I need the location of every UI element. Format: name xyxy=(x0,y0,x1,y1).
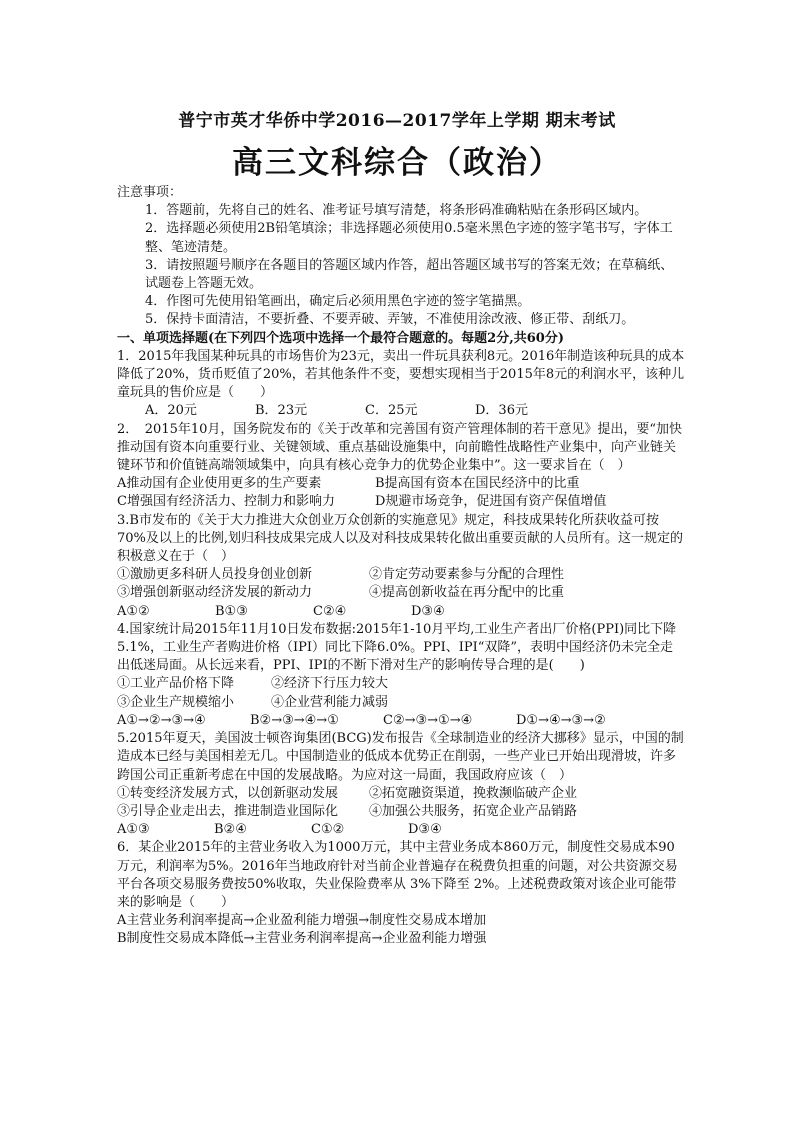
item-3: ③企业生产规模缩小 xyxy=(117,694,235,710)
notice-item: 4．作图可先使用铅笔画出，确定后必须用黑色字迹的签字笔描黑。 xyxy=(145,294,531,310)
option-b: B制度性交易成本降低→主营业务利润率提高→企业盈利能力增强 xyxy=(117,931,487,947)
school-title: 普宁市英才华侨中学2016—2017学年上学期 期末考试 xyxy=(178,111,616,131)
question-3-items-34 xyxy=(117,584,685,602)
option-a: A．20元 xyxy=(145,403,197,419)
item-1: ①工业产品价格下降 xyxy=(117,676,235,692)
option-d: D③④ xyxy=(408,822,442,838)
option-a: A主营业务利润率提高→企业盈利能力增强→制度性交易成本增加 xyxy=(117,913,487,929)
main-title: 高三文科综合（政治） xyxy=(232,145,562,181)
option-d: D①→④→③→② xyxy=(516,712,606,728)
question-1-stem: 1．2015年我国某种玩具的市场售价为23元，卖出一件玩具获利8元。2016年制造该种玩具的成本降低了20%，货币贬值了20%，若其他条件不变，要想实现相当于2015年8元的利润水平，该种儿童玩具的售价应是（ ） xyxy=(117,348,685,401)
option-c: C②④ xyxy=(313,603,347,619)
option-b: B提高国有资本在国民经济中的比重 xyxy=(375,476,580,492)
question-4-items-34 xyxy=(117,694,685,712)
option-d: D规避市场竞争，促进国有资产保值增值 xyxy=(375,494,607,510)
option-b: B①③ xyxy=(215,603,248,619)
notice-item: 5．保持卡面清洁，不要折叠、不要弄破、弄皱，不准使用涂改液、修正带、刮纸刀。 xyxy=(145,312,635,328)
option-c: C增强国有经济活力、控制力和影响力 xyxy=(117,494,335,510)
item-4: ④提高创新收益在再分配中的比重 xyxy=(369,585,565,601)
question-5-items-34 xyxy=(117,803,685,821)
item-2: ②经济下行压力较大 xyxy=(271,676,389,692)
item-4: ④加强公共服务，拓宽企业产品销路 xyxy=(369,803,578,819)
option-c: C．25元 xyxy=(365,403,418,419)
question-5-items-12 xyxy=(117,785,685,803)
option-b: B．23元 xyxy=(255,403,308,419)
question-3-items-12 xyxy=(117,566,685,584)
question-3-options xyxy=(117,603,685,621)
notice-item: 3．请按照题号顺序在各题目的答题区域内作答，超出答题区域书写的答案无效；在草稿纸、试题卷上答题无效。 xyxy=(145,257,674,292)
item-4: ④企业营利能力减弱 xyxy=(271,694,389,710)
question-4-options xyxy=(117,712,685,730)
question-4-items-12 xyxy=(117,675,685,693)
item-1: ①激励更多科研人员投身创业创新 xyxy=(117,567,313,583)
item-3: ③引导企业走出去，推进制造业国际化 xyxy=(117,803,339,819)
question-2-options-cd xyxy=(117,493,685,511)
question-4-stem: 4.国家统计局2015年11月10日发布数据:2015年1-10月平均,工业生产者出厂价格(PPI)同比下降5.1%，工业生产者购进价格（IPI）同比下降6.0%。PPI、IPI“双降”，表明中国经济仍未完全走出低迷局面。从长远来看，PPI、IPI的不断下滑对生产的影响传导合理的是( ) xyxy=(117,621,677,674)
option-b: B②④ xyxy=(214,822,247,838)
question-5-options xyxy=(117,821,685,839)
option-a: A推动国有企业使用更多的生产要素 xyxy=(117,476,322,492)
question-2-stem: 2． 2015年10月，国务院发布的《关于改革和完善国有资产管理体制的若干意见》提出，要“加快推动国有资本向重要行业、关键领域、重点基础设施集中，向前瞻性战略性产业集中，向产业链关键环节和价值链高端领域集中，向具有核心竞争力的优势企业集中”。这一要求旨在（ ） xyxy=(117,421,683,474)
option-c: C②→③→①→④ xyxy=(383,712,473,728)
item-2: ②拓宽融资渠道，挽救濒临破产企业 xyxy=(369,785,578,801)
question-2-options-ab xyxy=(117,475,685,493)
section-title: 一、单项选择题(在下列四个选项中选择一个最符合题意的。每题2分,共60分) xyxy=(117,330,564,346)
question-1-options xyxy=(117,402,685,420)
notice-heading: 注意事项： xyxy=(117,185,183,200)
option-d: D③④ xyxy=(411,603,445,619)
item-1: ①转变经济发展方式，以创新驱动发展 xyxy=(117,785,339,801)
item-2: ②肯定劳动要素参与分配的合理性 xyxy=(369,567,565,583)
option-b: B②→③→④→① xyxy=(250,712,339,728)
question-3-stem: 3.B市发布的《关于大力推进大众创业万众创新的实施意见》规定，科技成果转化所获收益可按70%及以上的比例,划归科技成果完成人以及对科技成果转化做出重要贡献的人员所有。这一规定的积极意义在于（ ） xyxy=(117,512,684,565)
question-6-stem: 6．某企业2015年的主营业务收入为1000万元，其中主营业务成本860万元，制度性交易成本90万元，利润率为5%。2016年当地政府针对当前企业普遍存在税费负担重的问题，对公共资源交易平台各项交易服务费按50%收取，失业保险费率从 3%下降至 2%。上述税费政策对该企业可能带来的影响是（ ） xyxy=(117,840,678,910)
option-a: A①② xyxy=(117,603,150,619)
option-d: D．36元 xyxy=(475,403,528,419)
notice-item: 2．选择题必须使用2B铅笔填涂；非选择题必须使用0.5毫米黑色字迹的签字笔书写，字体工整、笔迹清楚。 xyxy=(145,221,673,255)
option-c: C①② xyxy=(311,822,345,838)
question-5-stem: 5.2015年夏天，美国波士顿咨询集团(BCG)发布报告《全球制造业的经济大挪移》显示，中国的制造成本已经与美国相差无几。中国制造业的低成本优势正在削弱，一些产业已开始出现滑坡，许多跨国公司正重新考虑在中国的发展战略。为应对这一局面，我国政府应该（ ） xyxy=(117,731,684,783)
option-a: A①③ xyxy=(117,822,150,838)
item-3: ③增强创新驱动经济发展的新动力 xyxy=(117,585,313,601)
option-a: A①→②→③→④ xyxy=(117,712,206,728)
notice-item: 1．答题前，先将自己的姓名、准考证号填写清楚，将条形码准确粘贴在条形码区域内。 xyxy=(145,203,648,219)
exam-content xyxy=(117,184,685,949)
